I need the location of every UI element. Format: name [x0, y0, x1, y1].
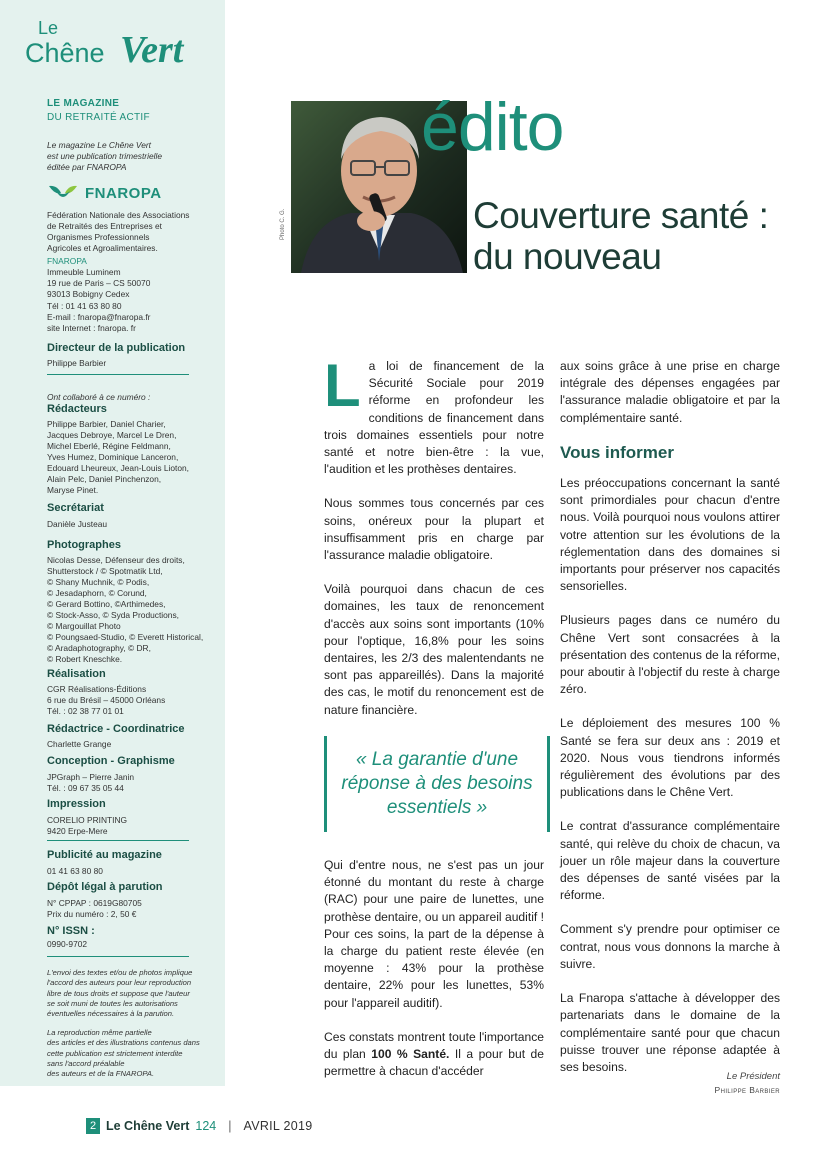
- issn-label: N° ISSN :: [47, 925, 95, 937]
- logo-le: Le: [38, 18, 59, 38]
- photos-label: Photographes: [47, 539, 121, 551]
- editor: Charlette Grange: [47, 739, 112, 749]
- paragraph: Comment s'y prendre pour optimiser ce contrat, nous vous donnons la marche à suivre.: [560, 922, 780, 971]
- address: Immeuble Luminem 19 rue de Paris – CS 50070 93013 Bobigny Cedex: [47, 267, 151, 299]
- paragraph: Le déploiement des mesures 100 % Santé se fera sur deux ans : 2019 et 2020. Nous vous tiendrons informés régulièrement des évolutions par des publications dans le Chêne Vert.: [560, 716, 780, 800]
- divider: [47, 956, 189, 957]
- legal-label: Dépôt légal à parution: [47, 881, 163, 893]
- paragraph: Qui d'entre nous, ne s'est pas un jour étonné du montant du reste à charge (RAC) pour une paire de lunettes, une prothèse dentaire, ou un appareil auditif ! Pour ces soins, la part de la dépense à la charge du patient reste élevée (en moyenne : 43% pour la prothèse dentaire, 22% pour les lunettes, 53% pour l'appareil auditif).: [324, 858, 544, 1010]
- design: JPGraph – Pierre Janin Tél. : 09 67 35 05 44: [47, 772, 135, 793]
- writers: Philippe Barbier, Daniel Charier, Jacques Debroye, Marcel Le Dren, Michel Eberlé, Régine Feldmann, Yves Humez, Dominique Lanceron, Edouard Lheureux, Jean-Louis Lioton, Alain Pelc, Daniel Pinchenzon, Maryse Pinet.: [47, 419, 190, 495]
- secretary-label: Secrétariat: [47, 502, 104, 514]
- issn: 0990-9702: [47, 939, 88, 949]
- paragraph: Ces constats montrent toute l'importance du plan 100 % Santé. Il a pour but de permettre à chacun d'accéder: [324, 1029, 544, 1079]
- paragraph: La Fnaropa s'attache à développer des partenariats dans le domaine de la complémentaire santé pour que chacun puisse trouver une réponse adaptée à ses besoins.: [560, 991, 780, 1074]
- secretary: Danièle Justeau: [47, 519, 108, 529]
- director-label: Directeur de la publication: [47, 342, 186, 354]
- photo-credit: Photo C. G.: [280, 208, 286, 240]
- design-label: Conception - Graphisme: [47, 755, 175, 767]
- ads-phone: 01 41 63 80 80: [47, 866, 103, 876]
- magazine-subtitle: DU RETRAITÉ ACTIF: [47, 112, 150, 123]
- drop-cap: L: [324, 352, 361, 419]
- paragraph: Voilà pourquoi dans chacun de ces domaines, les taux de renoncement d'accès aux soins sont importants (10% pour l'optique, 16,8% pour les soins dentaires, les 2/3 des malentendants ne sont pas appareillés). Dans la majorité des cas, le motif du renoncement est de nature financière.: [324, 582, 544, 717]
- paragraph: Les préoccupations concernant la santé sont primordiales pour chacun d'entre nous. Voilà pourquoi nous voulons attirer votre attention sur les évolutions de la réglementation dans des domaines si importants pour préserver nos capacités sensorielles.: [560, 476, 780, 594]
- fnaropa-leaf-icon: [47, 183, 79, 203]
- logo-chene: Chêne: [25, 38, 105, 68]
- article-column-left-bottom: [324, 857, 544, 1097]
- magazine-intro: Le magazine Le Chêne Vert est une publication trimestrielle éditée par FNAROPA: [47, 140, 162, 172]
- legal-info: N° CPPAP : 0619G80705 Prix du numéro : 2, 50 €: [47, 898, 142, 919]
- photographers: Nicolas Desse, Défenseur des droits, Shutterstock / © Spotmatik Ltd, © Shany Muchnik, © Podis, © Jesadaphorn, © Corund, © Gerard Bottino, ©Arthimedes, © Stock-Asso, © Syda Productions, © Margouillat Photo © Poungsaed-Studio, © Everett Historical, © Aradaphotography, © DR, © Robert Kneschke.: [47, 555, 204, 664]
- article-column-right: [560, 358, 780, 1093]
- federation-name: Fédération Nationale des Associations de Retraités des Entreprises et Organismes Professionnels Agricoles et Agroalimentaires.: [47, 210, 190, 253]
- logo-vert: Vert: [120, 29, 184, 71]
- page-footer: [86, 1118, 313, 1134]
- fnaropa-logo-text: FNAROPA: [85, 184, 162, 202]
- paragraph: Nous sommes tous concernés par ces soins, onéreux pour la plupart et insuffisamment pris en charge par l'assurance maladie obligatoire.: [324, 496, 544, 563]
- sidebar: [0, 0, 225, 1086]
- reproduction-notice: La reproduction même partielle des articles et des illustrations contenus dans cette publication est strictement interdite sans l'accord préalable des auteurs et de la FNAROPA.: [47, 1028, 200, 1079]
- edito-title: édito: [421, 89, 564, 165]
- production-label: Réalisation: [47, 668, 106, 680]
- article-column-left: [324, 352, 544, 736]
- director: Philippe Barbier: [47, 358, 107, 368]
- magazine-title: LE MAGAZINE: [47, 98, 120, 109]
- ads-label: Publicité au magazine: [47, 849, 162, 861]
- footer-date: AVRIL 2019: [243, 1119, 313, 1133]
- editor-label: Rédactrice - Coordinatrice: [47, 723, 185, 735]
- address-name: FNAROPA: [47, 256, 87, 266]
- fnaropa-logo: [47, 180, 197, 206]
- subheading: Vous informer: [560, 442, 674, 462]
- signature-name: Philippe Barbier: [714, 1085, 780, 1095]
- production: CGR Réalisations-Éditions 6 rue du Brésil – 45000 Orléans Tél. : 02 38 77 01 01: [47, 684, 166, 716]
- signature-title: Le Président: [726, 1071, 780, 1082]
- headline: Couverture santé : du nouveau: [473, 195, 769, 277]
- collab-label: Ont collaboré à ce numéro :: [47, 392, 151, 402]
- contact: Tél : 01 41 63 80 80 E-mail : fnaropa@fnaropa.fr site Internet : fnaropa. fr: [47, 301, 151, 333]
- divider: [47, 840, 189, 841]
- writers-label: Rédacteurs: [47, 403, 107, 415]
- print-label: Impression: [47, 798, 106, 810]
- footer-magazine-title: Le Chêne Vert: [106, 1119, 190, 1133]
- printer: CORELIO PRINTING 9420 Erpe-Mere: [47, 815, 128, 836]
- footer-separator: |: [228, 1119, 232, 1133]
- footer-issue-number: 124: [195, 1119, 217, 1133]
- page-number: 2: [86, 1118, 100, 1134]
- pull-quote: [324, 736, 550, 832]
- paragraph: Plusieurs pages dans ce numéro du Chêne Vert sont consacrées à la présentation des contenus de la réforme, pour aboutir à l'objectif du reste à charge zéro.: [560, 613, 780, 697]
- divider: [47, 374, 189, 375]
- rights-notice: L'envoi des textes et/ou de photos implique l'accord des auteurs pour leur reproduction libre de tous droits et suppose que l'auteur se soit muni de toutes les autorisations éventuelles nécessaires à la parution.: [47, 968, 193, 1019]
- pull-quote-text: « La garantie d'une réponse à des besoins essentiels »: [341, 749, 533, 818]
- paragraph: aux soins grâce à une prise en charge intégrale des dépenses engagées par l'assurance maladie obligatoire et par la complémentaire santé.: [560, 359, 780, 425]
- paragraph: Le contrat d'assurance complémentaire santé, qui relève du choix de chacun, va jouer un rôle majeur dans la couverture des dépenses de santé visées par la réforme.: [560, 819, 780, 903]
- paragraph: La loi de financement de la Sécurité Sociale pour 2019 réforme en profondeur les conditions de financement dans trois domaines essentiels pour notre santé et notre bien-être : la vue, l'audition et les prothèses dentaires.: [324, 352, 544, 477]
